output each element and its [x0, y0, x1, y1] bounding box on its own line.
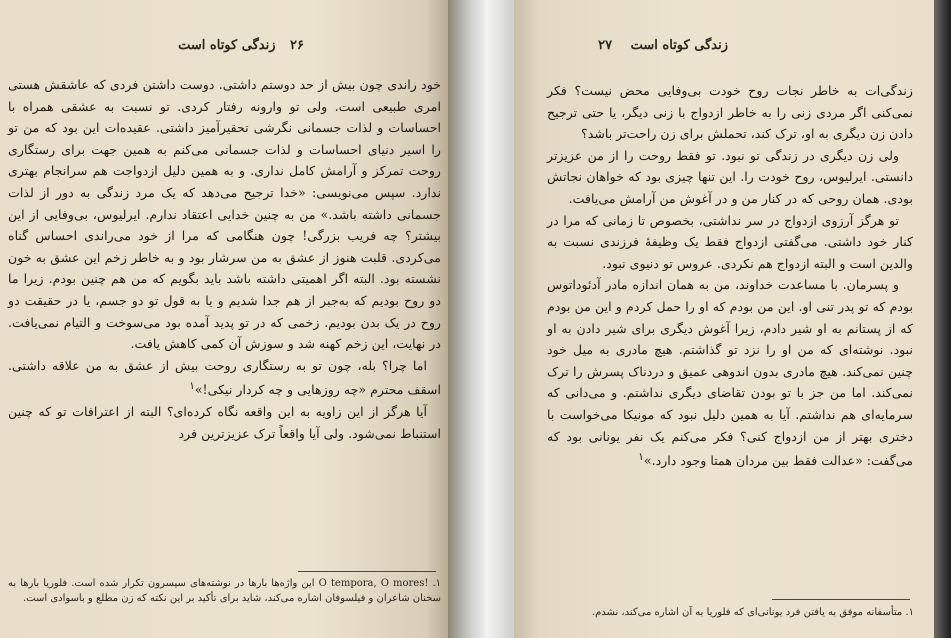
book-gutter: [448, 0, 514, 638]
right-running-title: زندگی کوتاه است: [630, 38, 728, 53]
paragraph: اما چرا؟ بله، چون تو به رستگاری روحت بیش از عشق به من علاقه داشتی. اسقف محترم «چه روزهایی و چه کردار نیکی!»$^۱$: [8, 357, 441, 398]
footnote-marker: ۱: [189, 380, 195, 393]
left-running-title: زندگی کوتاه است: [178, 38, 276, 53]
footnote-number: ۱.: [432, 578, 441, 589]
left-running-header: [178, 38, 304, 53]
left-footnote: [8, 576, 441, 606]
left-page: [0, 0, 448, 638]
paragraph: زندگی‌ات به خاطر نجات روح خودت بی‌وفایی محض نیست؟ فکر نمی‌کنی اگر مردی زنی را به خاطر ازدواج با زنی دیگر، یا حتی ترجیح دادن زن دیگری به او، ترک کند، تحملش برای زن راحت‌تر باشد؟: [547, 83, 913, 142]
footnote-latin-quote: O tempora, O mores!: [318, 578, 429, 589]
right-footnote: [554, 605, 914, 620]
footnote-number: ۱.: [905, 607, 914, 618]
footnote-text: متأسفانه موفق به یافتن فرد یونانی‌ای که فلوریا به آن اشاره می‌کند، نشدم.: [591, 607, 903, 618]
right-body-text: [547, 80, 913, 472]
left-page-number: ۲۶: [290, 38, 304, 53]
page-edge-shadow: [934, 0, 951, 638]
right-page: [514, 0, 934, 638]
paragraph: تو هرگز آرزوی ازدواج در سر نداشتی، بخصوص تا زمانی که مرا در کنار خود داشتی. می‌گفتی ازدواج فقط یک وظیفهٔ فرزندی نسبت به والدین است و البته ازدواج هم نکردی. عروس تو دنیوی نبود.: [547, 212, 913, 271]
footnote-text: این واژه‌ها بارها در نوشته‌های سیسرون تکرار شده است. فلوریا بارها به سخنان شاعران و فیلسوفان اشاره می‌کند، شاید برای تأکید بر این نکته که زن مطلع و باسوادی است.: [8, 578, 441, 604]
right-running-header: [598, 38, 728, 53]
paragraph: ولی زن دیگری در زندگی تو نبود. تو فقط روحت را از من عزیزتر دانستی. ایرلیوس، روح خودت را. این تنها چیزی بود که خواهان نجاتش بودی. همان روحی که در کنار من و در آغوش من آرامش می‌یافت.: [547, 147, 913, 206]
paragraph: خود راندی چون بیش از حد دوستم داشتی. دوست داشتن فردی که عاشقش هستی امری طبیعی است. ولی تو وارونه رفتار کردی. تو نسبت به عشقی همراه با احساسات و لذات جسمانی نگرشی تحقیرآمیز داشتی. عقیده‌ات این بود که من تو را اسیر دنیای احساسات و لذات جسمانی می‌کنم به همین جهت برای رستگاری روحت تمرکز و آرامش کامل نداری. و به همین دلیل ازدواجت هم سرانجام بهتری ندارد. سپس می‌نویسی: «خدا ترجیح می‌دهد که یک مرد زندگی به دور از لذات جسمانی داشته باشد.» من به چنین خدایی اعتقاد ندارم. ایرلیوس، بی‌وفایی از این بیشتر؟ چه فریب بزرگی! چون هنگامی که مرا از خود می‌راندی احساس گناه می‌کردی. قلبت هنوز از عشق به من سرشار بود و به خاطر زخم این عشق به خون نشسته بود. البته اگر اهمیتی داشته باشد باید بگویم که من هم چنین بودم. زیرا ما دو روح بودیم که به‌جبر از هم جدا شدیم و یا به قول تو دو جسم، یا در حقیقت دو روح در یک بدن بودیم. زخمی که در تو پدید آمده بود می‌سوخت و التیام نمی‌یافت. در نهایت، این زخم کهنه شد و سوزش آن کمی کاهش یافت.: [8, 77, 442, 352]
footnote-marker: ۱: [638, 451, 644, 464]
footnote-divider: [772, 599, 910, 600]
footnote-divider: [298, 571, 436, 572]
right-page-number: ۲۷: [598, 38, 613, 53]
paragraph: و پسرمان. با مساعدت خداوند، من به همان اندازه مادر آدئوداتوس بودم که تو پدر تنی او. این من بودم که او را حمل کردم و این من بودم که از پستانم به او شیر دادم، زیرا آغوش دیگری برای شیر دادن به او نبود. نوشته‌ای که من او را نزد تو گذاشتم. هیچ مادری به میل خود چنین نمی‌کند. هیچ مادری بدون اندوهی عمیق و دردناک پسرش را ترک نمی‌کند. اما من جز با تو بودن تقاضای دیگری نداشتم. و می‌دانی که سرمایه‌ای هم نداشتم. آیا به همین دلیل نبود که مونیکا می‌خواست با دختری بهتر از من ازدواج کنی؟ فکر می‌کنم یک نفر یونانی بود که می‌گفت: «عدالت فقط بین مردان همتا وجود دارد.»$^۱$: [547, 277, 913, 469]
left-body-text: [8, 74, 441, 444]
paragraph: آیا هرگز از این زاویه به این واقعه نگاه کرده‌ای؟ البته از اعترافات تو که چنین استنباط نمی‌شود. ولی آیا واقعاً ترک عزیزترین فرد: [8, 404, 441, 441]
